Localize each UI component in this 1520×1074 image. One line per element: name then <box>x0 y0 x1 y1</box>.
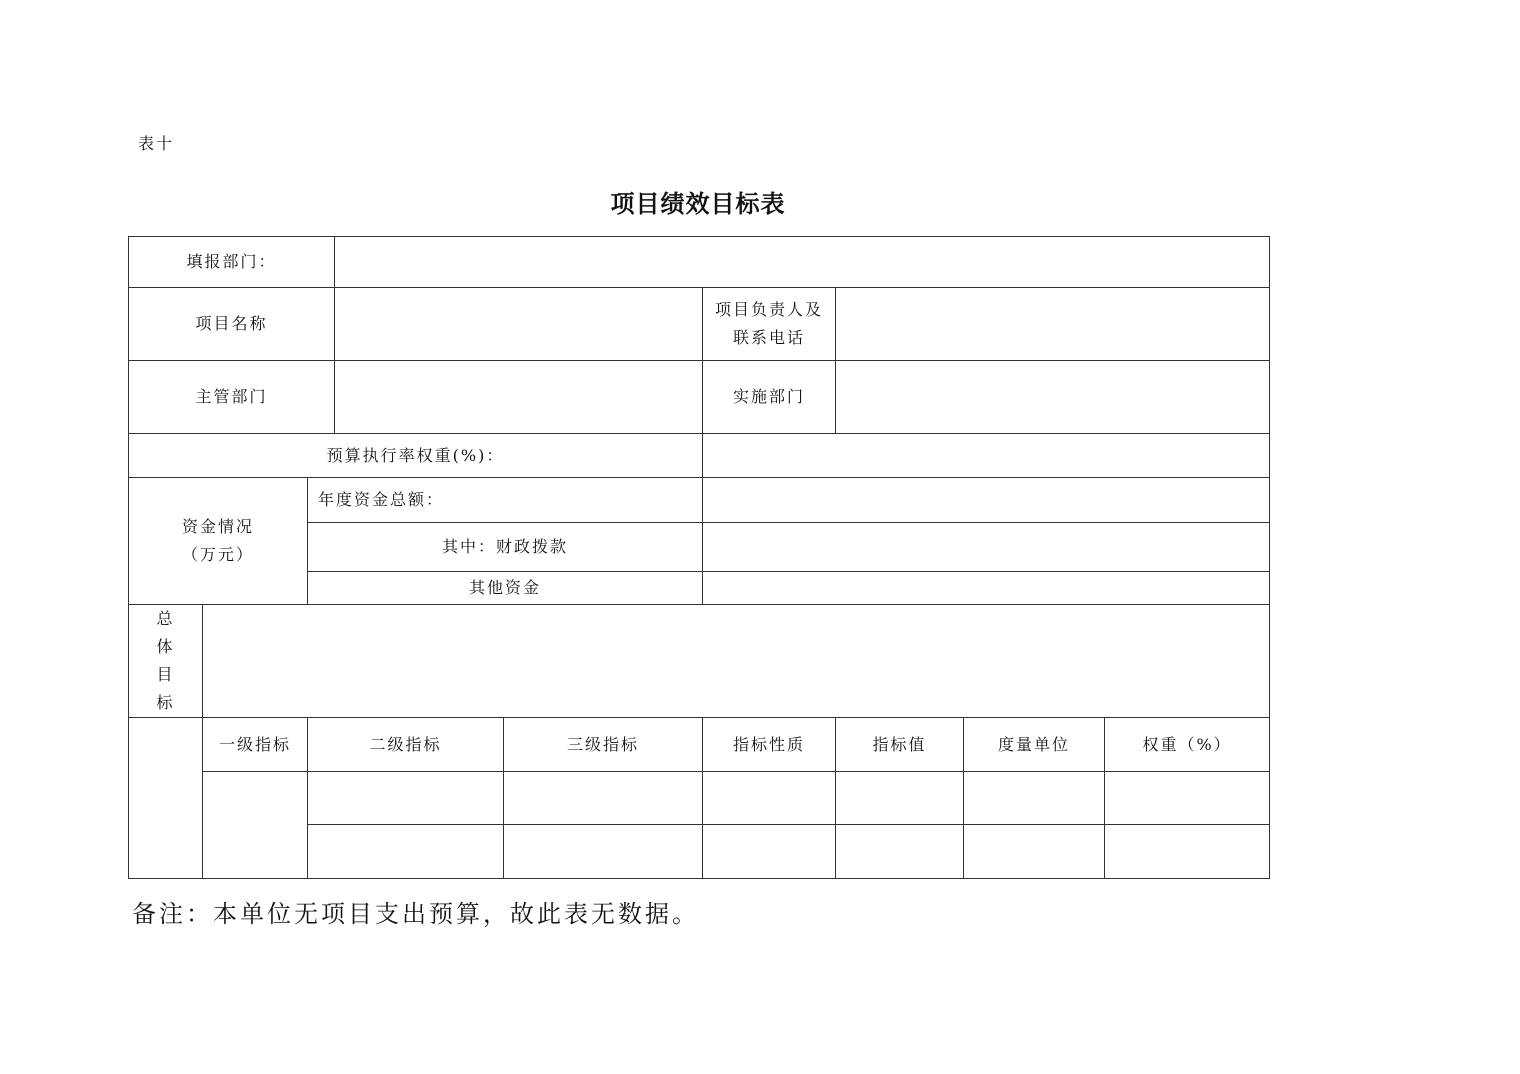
page-title: 项目绩效目标表 <box>610 189 786 218</box>
implement-dept-label: 实施部门 <box>703 361 836 434</box>
weight-cell[interactable] <box>1105 772 1270 825</box>
budget-rate-value[interactable] <box>703 434 1270 478</box>
overall-goal-value[interactable] <box>203 605 1270 718</box>
value-cell[interactable] <box>836 772 964 825</box>
level3-cell[interactable] <box>504 825 703 879</box>
funds-label-line2: （万元） <box>181 545 254 564</box>
table-number: 表十 <box>138 134 175 153</box>
header-level1: 一级指标 <box>203 718 308 772</box>
competent-dept-value[interactable] <box>335 361 703 434</box>
weight-cell[interactable] <box>1105 825 1270 879</box>
overall-goal-char: 目 <box>156 665 175 684</box>
level3-cell[interactable] <box>504 772 703 825</box>
annual-total-value[interactable] <box>703 478 1270 523</box>
implement-dept-value[interactable] <box>836 361 1270 434</box>
project-name-label: 项目名称 <box>129 288 335 361</box>
annual-total-label: 年度资金总额： <box>308 478 703 523</box>
header-level2: 二级指标 <box>308 718 504 772</box>
funds-label-line1: 资金情况 <box>181 517 254 536</box>
budget-rate-label: 预算执行率权重(%)： <box>129 434 703 478</box>
overall-goal-label <box>129 605 203 718</box>
header-nature: 指标性质 <box>703 718 836 772</box>
value-cell[interactable] <box>836 825 964 879</box>
fill-dept-value[interactable] <box>335 237 1270 288</box>
header-weight: 权重（%） <box>1105 718 1270 772</box>
performance-goal-table <box>128 236 1270 879</box>
level1-cell[interactable] <box>203 772 308 879</box>
header-value: 指标值 <box>836 718 964 772</box>
unit-cell[interactable] <box>964 772 1105 825</box>
header-unit: 度量单位 <box>964 718 1105 772</box>
table-row <box>129 772 1270 825</box>
project-leader-value[interactable] <box>836 288 1270 361</box>
overall-goal-char: 标 <box>156 693 175 712</box>
fiscal-label: 其中：财政拨款 <box>308 523 703 572</box>
fill-dept-label: 填报部门： <box>129 237 335 288</box>
competent-dept-label: 主管部门 <box>129 361 335 434</box>
other-funds-value[interactable] <box>703 572 1270 605</box>
indicator-side-cell <box>129 718 203 879</box>
overall-goal-char: 体 <box>156 637 175 656</box>
unit-cell[interactable] <box>964 825 1105 879</box>
level2-cell[interactable] <box>308 825 504 879</box>
nature-cell[interactable] <box>703 825 836 879</box>
fiscal-value[interactable] <box>703 523 1270 572</box>
remark-note: 备注：本单位无项目支出预算，故此表无数据。 <box>132 900 699 928</box>
level2-cell[interactable] <box>308 772 504 825</box>
header-level3: 三级指标 <box>504 718 703 772</box>
overall-goal-char: 总 <box>156 609 175 628</box>
nature-cell[interactable] <box>703 772 836 825</box>
funds-label <box>129 478 308 605</box>
project-name-value[interactable] <box>335 288 703 361</box>
project-leader-label: 项目负责人及联系电话 <box>703 288 836 361</box>
other-funds-label: 其他资金 <box>308 572 703 605</box>
